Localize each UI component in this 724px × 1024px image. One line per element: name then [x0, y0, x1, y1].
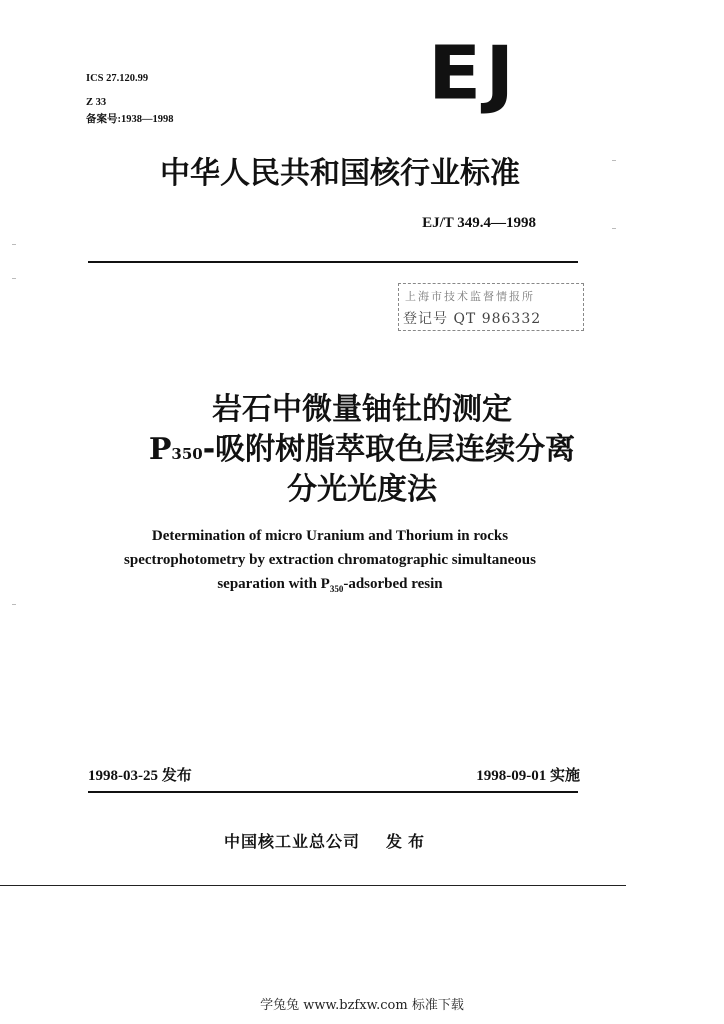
english-title-line3-subscript: 350 [329, 584, 344, 594]
footer-watermark: 学兔兔 www.bzfxw.com 标准下载 [260, 998, 464, 1013]
implementation-date-block [476, 764, 580, 785]
margin-tick [612, 160, 616, 161]
english-title-line1: Determination of micro Uranium and Thorium in rocks [151, 528, 509, 544]
margin-tick [12, 604, 16, 605]
standard-number: EJ/T 349.4—1998 [422, 215, 536, 231]
stamp-line2: 登记号 QT 986332 [403, 311, 542, 327]
stamp-line1: 上海市技术监督情报所 [405, 290, 535, 303]
issue-label: 发布 [161, 766, 192, 784]
english-title-line3-after: -adsorbed resin [343, 576, 443, 592]
category-code: Z 33 [86, 97, 107, 108]
margin-tick [612, 228, 616, 229]
title-line2-subscript: 350 [171, 445, 203, 463]
ics-code: ICS 27.120.99 [86, 73, 149, 84]
publisher [224, 829, 430, 852]
implementation-date: 1998-09-01 [476, 768, 547, 784]
org-title: 中华人民共和国核行业标准 [160, 156, 520, 191]
margin-tick [12, 244, 16, 245]
bottom-divider [88, 791, 578, 793]
title-line2-prefix: P [148, 432, 172, 467]
implementation-label: 实施 [549, 766, 580, 784]
page-bottom-rule [0, 885, 626, 886]
title-line2 [0, 424, 724, 468]
issue-date: 1998-03-25 [88, 768, 158, 784]
ej-logo: EJ [428, 31, 519, 117]
margin-tick [12, 278, 16, 279]
publisher-action: 发布 [386, 832, 431, 851]
title-line3: 分光光度法 [287, 472, 437, 507]
issue-date-block [88, 764, 192, 785]
title-line1: 岩石中微量铀钍的测定 [212, 392, 512, 427]
title-line2-rest: -吸附树脂萃取色层连续分离 [202, 432, 576, 467]
record-number: 备案号:1938—1998 [86, 114, 174, 125]
top-divider [88, 261, 578, 263]
publisher-name: 中国核工业总公司 [224, 832, 361, 851]
library-stamp [398, 283, 584, 331]
english-title-line3 [0, 572, 660, 601]
english-title-line3-before: separation with P [217, 576, 330, 592]
english-title-line2: spectrophotometry by extraction chromatographic simultaneous [124, 552, 536, 568]
